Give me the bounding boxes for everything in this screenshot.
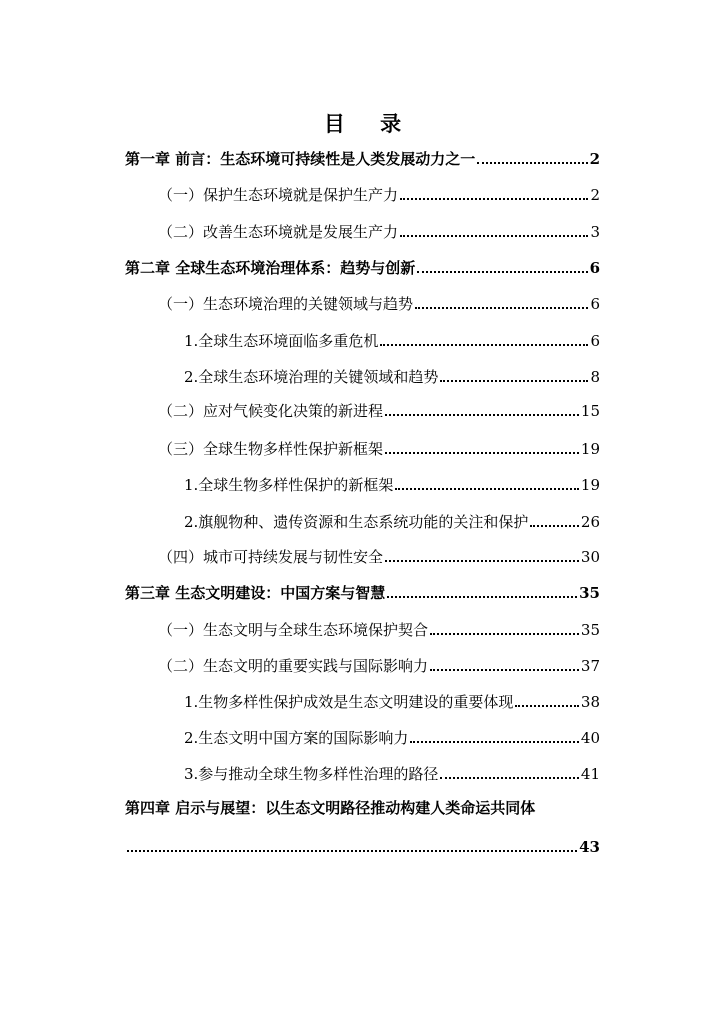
toc-entry[interactable] (184, 511, 600, 533)
toc-entry-text: 3.参与推动全球生物多样性治理的路径 (184, 765, 439, 783)
toc-page-number: 41 (580, 765, 600, 783)
toc-page-number: 35 (580, 621, 600, 639)
toc-leader-dots (415, 307, 588, 309)
toc-entry-text: 第一章 前言：生态环境可持续性是人类发展动力之一 (125, 150, 476, 168)
toc-entry[interactable] (158, 293, 600, 315)
toc-leader-dots (530, 525, 579, 527)
toc-entry-text: （四）城市可持续发展与韧性安全 (158, 548, 384, 566)
toc-entry-text: （一）保护生态环境就是保护生产力 (158, 186, 399, 204)
toc-entry-text: 1.全球生物多样性保护的新框架 (184, 476, 394, 494)
toc-page-number: 8 (590, 368, 600, 386)
toc-entry-text: 1.生物多样性保护成效是生态文明建设的重要体现 (184, 693, 514, 711)
toc-entry[interactable] (184, 330, 600, 352)
toc-page-number: 30 (580, 548, 600, 566)
toc-leader-dots (440, 380, 588, 382)
toc-entry[interactable] (158, 619, 600, 641)
toc-entry[interactable] (158, 221, 600, 243)
toc-page-number: 43 (579, 838, 600, 856)
toc-page-number: 19 (580, 476, 600, 494)
toc-page-number: 35 (579, 584, 600, 602)
toc-entry[interactable] (158, 184, 600, 206)
toc-leader-dots (127, 850, 577, 852)
toc-leader-dots (400, 235, 588, 237)
toc-entry-text: （一）生态文明与全球生态环境保护契合 (158, 621, 429, 639)
toc-entry-text: 2.全球生态环境治理的关键领域和趋势 (184, 368, 439, 386)
toc-title: 目 录 (323, 111, 416, 136)
toc-page-number: 6 (590, 295, 600, 313)
toc-leader-dots (515, 705, 579, 707)
toc-entry[interactable] (125, 257, 600, 279)
toc-entry[interactable] (184, 763, 600, 785)
toc-leader-dots (410, 741, 579, 743)
toc-page-number: 2 (589, 150, 600, 168)
toc-entry-text: （二）生态文明的重要实践与国际影响力 (158, 657, 429, 675)
toc-entry-text: （二）应对气候变化决策的新进程 (158, 402, 384, 420)
toc-entry[interactable] (125, 148, 600, 170)
toc-leader-dots (417, 271, 587, 273)
toc-entry-text: 第三章 生态文明建设：中国方案与智慧 (125, 584, 386, 602)
toc-entry-text: （三）全球生物多样性保护新框架 (158, 440, 384, 458)
toc-leader-dots (385, 560, 579, 562)
toc-page-number: 37 (580, 657, 600, 675)
toc-leader-dots (477, 162, 587, 164)
toc-page-number: 15 (580, 402, 600, 420)
toc-leader-dots (385, 414, 579, 416)
toc-page-number: 38 (580, 693, 600, 711)
toc-leader-dots (395, 488, 579, 490)
toc-leader-dots (380, 344, 588, 346)
toc-leader-dots (440, 777, 579, 779)
toc-page-number: 6 (589, 259, 600, 277)
toc-entry[interactable] (158, 655, 600, 677)
toc-entry[interactable] (158, 438, 600, 460)
toc-entry[interactable] (184, 727, 600, 749)
toc-entry-text: （一）生态环境治理的关键领域与趋势 (158, 295, 414, 313)
toc-leader-dots (387, 596, 577, 598)
toc-entry-text: 2.生态文明中国方案的国际影响力 (184, 729, 409, 747)
toc-leader-dots (430, 633, 579, 635)
toc-entry-text: 1.全球生态环境面临多重危机 (184, 332, 379, 350)
toc-entry[interactable] (184, 366, 600, 388)
toc-entry[interactable] (184, 691, 600, 713)
toc-page-number: 19 (580, 440, 600, 458)
toc-page-number: 26 (580, 513, 600, 531)
toc-entry-text: 2.旗舰物种、遗传资源和生态系统功能的关注和保护 (184, 513, 529, 531)
toc-entry[interactable] (158, 400, 600, 422)
toc-entry[interactable] (125, 836, 600, 858)
toc-leader-dots (430, 669, 579, 671)
toc-entry[interactable] (158, 546, 600, 568)
toc-entry[interactable] (125, 582, 600, 604)
toc-page-number: 6 (590, 332, 600, 350)
toc-entry[interactable] (184, 474, 600, 496)
toc-entry[interactable] (125, 797, 600, 819)
toc-page-number: 2 (590, 186, 600, 204)
toc-leader-dots (400, 198, 588, 200)
toc-page-number: 40 (580, 729, 600, 747)
toc-entry-text: 第二章 全球生态环境治理体系：趋势与创新 (125, 259, 416, 277)
toc-page-number: 3 (590, 223, 600, 241)
toc-entry-text: 第四章 启示与展望：以生态文明路径推动构建人类命运共同体 (125, 799, 536, 817)
toc-leader-dots (385, 452, 579, 454)
toc-entry-text: （二）改善生态环境就是发展生产力 (158, 223, 399, 241)
